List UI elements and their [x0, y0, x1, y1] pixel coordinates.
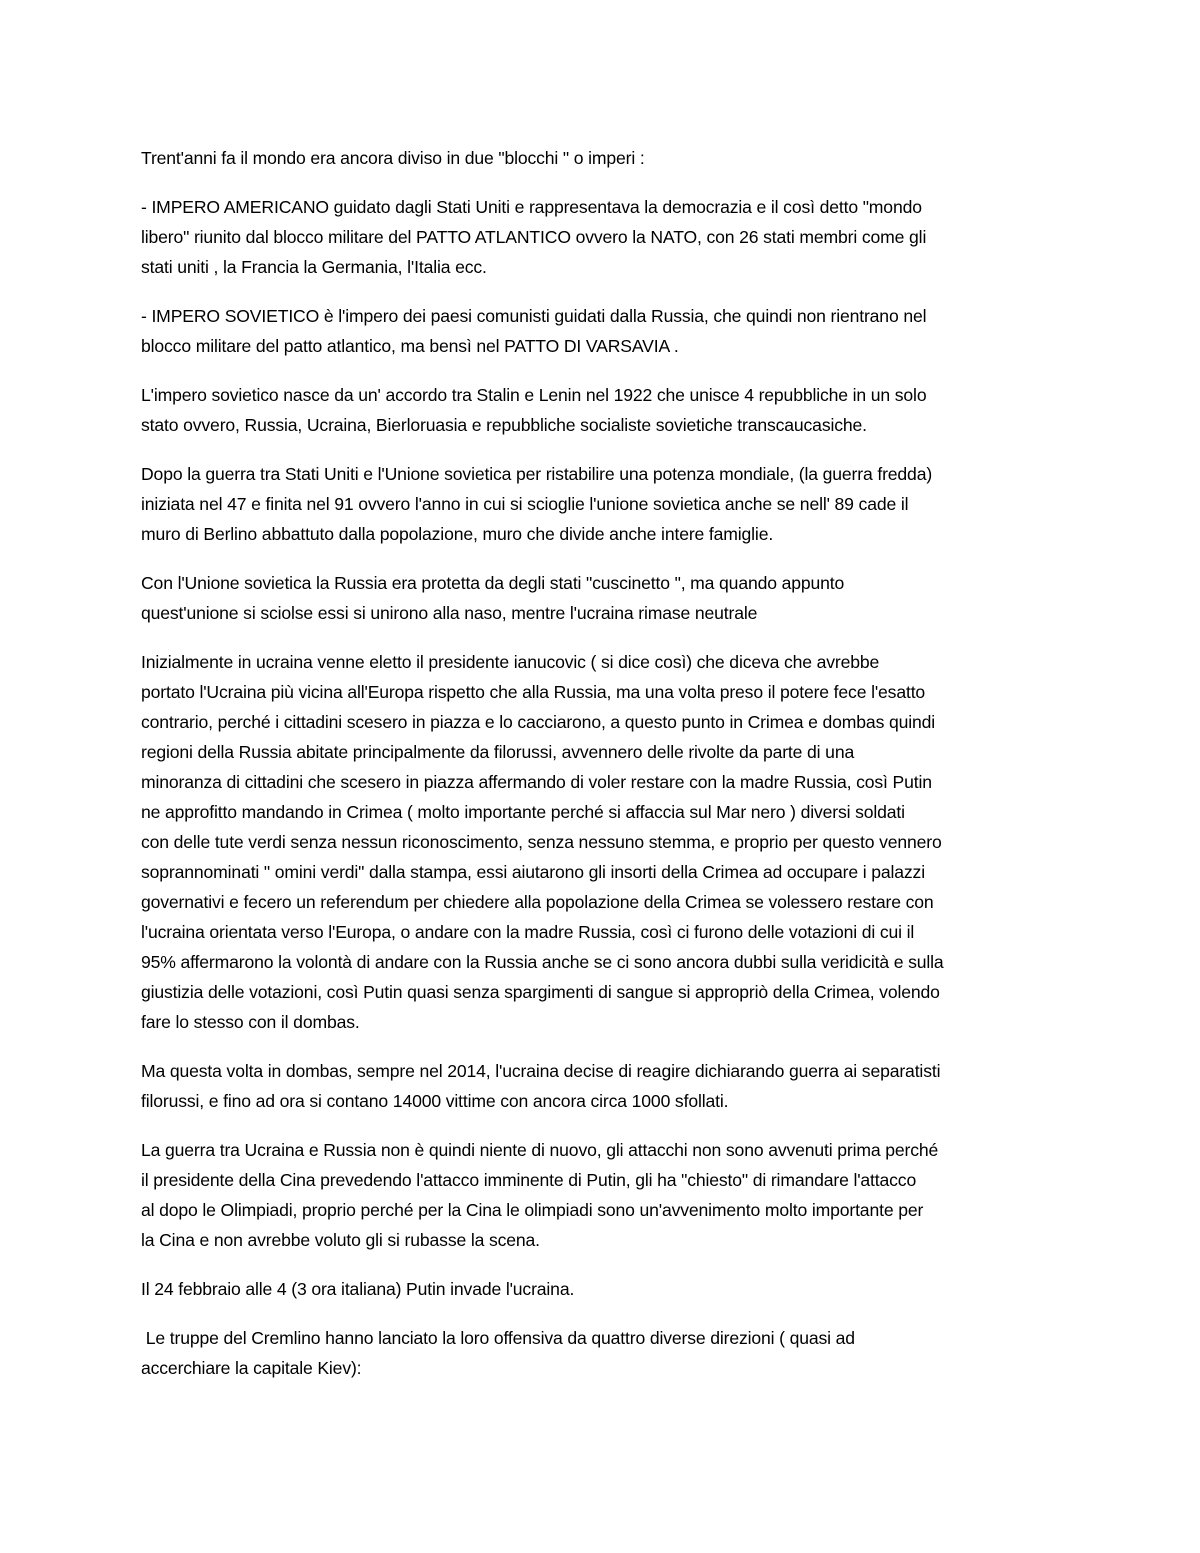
text-line: soprannominati " omini verdi" dalla stampa, essi aiutarono gli insorti della Crimea ad occupare i palazzi: [141, 862, 925, 882]
paragraph-guerra-fredda: [141, 459, 1061, 549]
text-line: portato l'Ucraina più vicina all'Europa rispetto che alla Russia, ma una volta preso il potere fece l'esatto: [141, 682, 926, 702]
text-line: fare lo stesso con il dombas.: [141, 1012, 360, 1032]
text-line: libero" riunito dal blocco militare del PATTO ATLANTICO ovvero la NATO, con 26 stati membri come gli: [141, 227, 927, 247]
text-line: Con l'Unione sovietica la Russia era protetta da degli stati "cuscinetto ", ma quando appunto: [141, 573, 845, 593]
text-line: Trent'anni fa il mondo era ancora diviso in due "blocchi " o imperi :: [141, 148, 645, 168]
text-line: stato ovvero, Russia, Ucraina, Bierloruasia e repubbliche socialiste sovietiche transcaucasiche.: [141, 415, 867, 435]
paragraph-dombas: [141, 1056, 1061, 1116]
paragraph-crimea: [141, 647, 1061, 1037]
paragraph-invasione: [141, 1274, 1061, 1304]
text-line: - IMPERO SOVIETICO è l'impero dei paesi comunisti guidati dalla Russia, che quindi non rientrano nel: [141, 306, 927, 326]
text-line: l'ucraina orientata verso l'Europa, o andare con la madre Russia, così ci furono delle votazioni di cui il: [141, 922, 915, 942]
text-line: ne approfitto mandando in Crimea ( molto importante perché si affaccia sul Mar nero ) diversi soldati: [141, 802, 905, 822]
text-line: contrario, perché i cittadini scesero in piazza e lo cacciarono, a questo punto in Crimea e dombas quindi: [141, 712, 936, 732]
paragraph-truppe-cremlino: [141, 1323, 1061, 1383]
text-line: - IMPERO AMERICANO guidato dagli Stati Uniti e rappresentava la democrazia e il così detto "mondo: [141, 197, 922, 217]
text-line: filorussi, e fino ad ora si contano 14000 vittime con ancora circa 1000 sfollati.: [141, 1091, 729, 1111]
text-line: regioni della Russia abitate principalmente da filorussi, avvennero delle rivolte da parte di una: [141, 742, 855, 762]
paragraph-intro: [141, 143, 1061, 173]
text-line: giustizia delle votazioni, così Putin quasi senza spargimenti di sangue si appropriò della Crimea, volendo: [141, 982, 940, 1002]
paragraph-nascita-impero: [141, 380, 1061, 440]
paragraph-stati-cuscinetto: [141, 568, 1061, 628]
text-line: Le truppe del Cremlino hanno lanciato la loro offensiva da quattro diverse direzioni ( quasi ad: [141, 1328, 855, 1348]
text-line: stati uniti , la Francia la Germania, l'Italia ecc.: [141, 257, 487, 277]
text-line: con delle tute verdi senza nessun riconoscimento, senza nessuno stemma, e proprio per questo vennero: [141, 832, 942, 852]
text-line: 95% affermarono la volontà di andare con la Russia anche se ci sono ancora dubbi sulla veridicità e sulla: [141, 952, 944, 972]
text-line: governativi e fecero un referendum per chiedere alla popolazione della Crimea se volessero restare con: [141, 892, 934, 912]
text-line: al dopo le Olimpiadi, proprio perché per la Cina le olimpiadi sono un'avvenimento molto importante per: [141, 1200, 924, 1220]
text-line: il presidente della Cina prevedendo l'attacco imminente di Putin, gli ha "chiesto" di rimandare l'attacco: [141, 1170, 917, 1190]
text-line: Inizialmente in ucraina venne eletto il presidente ianucovic ( si dice così) che diceva che avrebbe: [141, 652, 880, 672]
text-line: quest'unione si sciolse essi si unirono alla naso, mentre l'ucraina rimase neutrale: [141, 603, 758, 623]
text-line: iniziata nel 47 e finita nel 91 ovvero l'anno in cui si scioglie l'unione sovietica anche se nell' 89 cade il: [141, 494, 909, 514]
text-line: minoranza di cittadini che scesero in piazza affermando di voler restare con la madre Russia, così Putin: [141, 772, 932, 792]
paragraph-impero-americano: [141, 192, 1061, 282]
text-line: L'impero sovietico nasce da un' accordo tra Stalin e Lenin nel 1922 che unisce 4 repubbliche in un solo: [141, 385, 927, 405]
text-line: accerchiare la capitale Kiev):: [141, 1358, 362, 1378]
paragraph-impero-sovietico: [141, 301, 1061, 361]
text-line: Ma questa volta in dombas, sempre nel 2014, l'ucraina decise di reagire dichiarando guerra ai separatisti: [141, 1061, 941, 1081]
text-line: blocco militare del patto atlantico, ma bensì nel PATTO DI VARSAVIA .: [141, 336, 679, 356]
text-line: La guerra tra Ucraina e Russia non è quindi niente di nuovo, gli attacchi non sono avvenuti prima perché: [141, 1140, 939, 1160]
document-body: [141, 143, 1061, 1402]
text-line: Dopo la guerra tra Stati Uniti e l'Unione sovietica per ristabilire una potenza mondiale, (la guerra fredda): [141, 464, 933, 484]
text-line: Il 24 febbraio alle 4 (3 ora italiana) Putin invade l'ucraina.: [141, 1279, 575, 1299]
text-line: la Cina e non avrebbe voluto gli si rubasse la scena.: [141, 1230, 540, 1250]
text-line: muro di Berlino abbattuto dalla popolazione, muro che divide anche intere famiglie.: [141, 524, 774, 544]
paragraph-olimpiadi: [141, 1135, 1061, 1255]
